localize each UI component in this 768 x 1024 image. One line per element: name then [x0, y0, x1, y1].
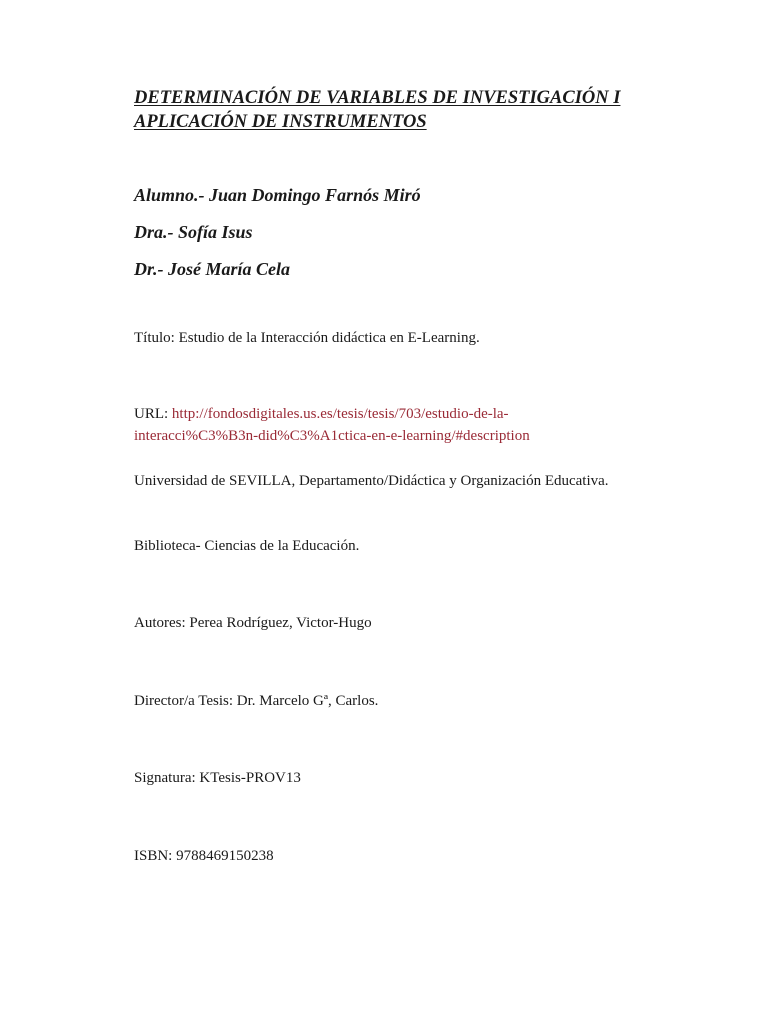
url-line-1: http://fondosdigitales.us.es/tesis/tesis/703/estudio-de-la- — [171, 406, 509, 422]
title-line-1: DETERMINACIÓN DE VARIABLES DE INVESTIGACIÓN I — [134, 88, 621, 108]
advisor-2: Dr.- José María Cela — [134, 259, 291, 279]
student-name: Alumno.- Juan Domingo Farnós Miró — [134, 185, 421, 205]
document-title — [134, 86, 654, 134]
library-info: Biblioteca- Ciencias de la Educación. — [134, 538, 360, 554]
isbn-info: ISBN: 9788469150238 — [134, 848, 274, 864]
url-block — [134, 403, 634, 447]
title-line-2: APLICACIÓN DE INSTRUMENTOS — [134, 112, 427, 132]
thesis-title: Título: Estudio de la Interacción didáctica en E-Learning. — [134, 330, 480, 346]
director-info: Director/a Tesis: Dr. Marcelo Gª, Carlos. — [134, 693, 379, 709]
url-line-2: interacci%C3%B3n-did%C3%A1ctica-en-e-learning/#description — [134, 428, 530, 444]
advisor-1: Dra.- Sofía Isus — [134, 222, 253, 242]
thesis-url-link[interactable] — [134, 406, 530, 444]
signature-info: Signatura: KTesis-PROV13 — [134, 770, 301, 786]
university-info: Universidad de SEVILLA, Departamento/Didáctica y Organización Educativa. — [134, 473, 609, 489]
authors-info: Autores: Perea Rodríguez, Victor-Hugo — [134, 615, 372, 631]
url-label: URL: — [134, 406, 172, 422]
